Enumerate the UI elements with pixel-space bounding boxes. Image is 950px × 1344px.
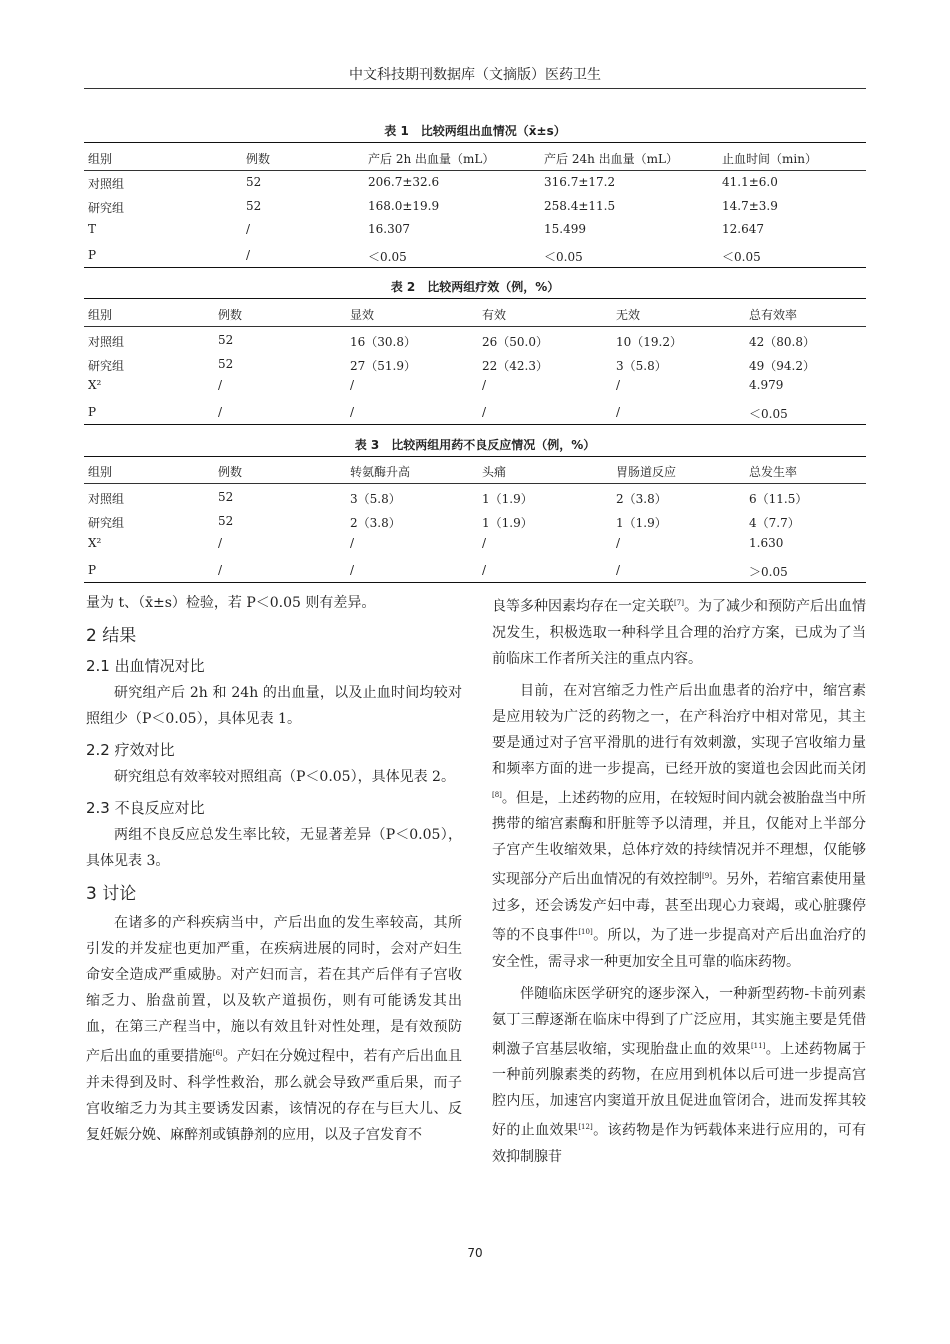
table1-cell: 168.0±19.9 xyxy=(368,199,440,213)
table1-cell: 52 xyxy=(246,175,262,189)
table3-cell: / xyxy=(616,536,621,550)
citation-12: [12] xyxy=(578,1123,593,1132)
table1-cell: 316.7±17.2 xyxy=(544,175,616,189)
citation-7: [7] xyxy=(674,599,684,607)
table3-header-cell: 头痛 xyxy=(482,465,507,479)
table3-cell: / xyxy=(482,536,487,550)
table1-cell: ＜0.05 xyxy=(544,250,583,264)
table3-cell: 52 xyxy=(218,514,234,528)
text-span: 良等多种因素均存在一定关联 xyxy=(492,598,675,615)
text-span: 。但是，上述药物的应用，在较短时间内就会被胎盘当中所携带的缩宫素酶和肝脏等予以清理，并且，仅能对上半部分子宫产生收缩效果，总体疗效的持续情况并不理想，仅能够实现部分产后出血情况的有效控制 xyxy=(492,790,866,888)
table2-cell: / xyxy=(482,378,487,392)
method-sentence: 量为 t、（x̄±s）检验，若 P＜0.05 则有差异。 xyxy=(86,595,376,611)
table2-header-cell: 例数 xyxy=(218,308,243,322)
table1-cell: 258.4±11.5 xyxy=(544,199,616,213)
paragraph-2-1: 研究组产后 2h 和 24h 的出血量，以及止血时间均较对照组少（P＜0.05），具体见表 1。 xyxy=(86,685,462,727)
text-span: 目前，在对宫缩乏力性产后出血患者的治疗中，缩宫素是应用较为广泛的药物之一，在产科治疗中相对常见，其主要是通过对子宫平滑肌的进行有效刺激，实现子宫收缩力量和频率方面的进一步提高，已经开放的窦道也会因此而关闭 xyxy=(492,682,866,777)
text-span: 。所以，为了进一步提高对产后出血治疗的安全性，需寻求一种更加安全且可靠的临床药物。 xyxy=(492,927,867,970)
text-span: 。为了减少和预防产后出血情况发生，积极选取一种科学且合理的治疗方案，已成为了当前临床工作者所关注的重点内容。 xyxy=(492,598,867,667)
table3-header-cell: 例数 xyxy=(218,465,243,479)
table1-header-cell: 组别 xyxy=(88,152,113,166)
table3-header-cell: 总发生率 xyxy=(749,465,798,479)
table1-cell: ＜0.05 xyxy=(722,250,761,264)
table2-cell: 52 xyxy=(218,357,234,371)
table3-caption: 表 3 比较两组用药不良反应情况（例，%） xyxy=(354,438,596,452)
table1-caption: 表 1 比较两组出血情况（x̄±s） xyxy=(384,124,566,138)
table2-cell: / xyxy=(218,378,223,392)
table2-top-rule xyxy=(84,298,866,299)
table3-cell: / xyxy=(218,536,223,550)
table3-cell: / xyxy=(350,536,355,550)
table3-header-cell: 转氨酶升高 xyxy=(350,465,411,479)
table3-cell: 52 xyxy=(218,490,234,504)
table2-cell: / xyxy=(482,405,487,419)
table2-cell: / xyxy=(350,378,355,392)
table1-bottom-rule xyxy=(84,267,866,268)
table3-cell: / xyxy=(616,563,621,577)
paragraph-discussion xyxy=(86,910,462,1148)
table3-cell: 1（1.9） xyxy=(482,516,533,530)
table2-cell: / xyxy=(350,405,355,419)
paragraph-2-2: 研究组总有效率较对照组高（P＜0.05），具体见表 2。 xyxy=(114,769,455,785)
table1-cell: 41.1±6.0 xyxy=(722,175,778,189)
text-span: 在诸多的产科疾病当中，产后出血的发生率较高，其所引发的并发症也更加严重，在疾病进展的同时，会对产妇生命安全造成严重威胁。对产妇而言，若在其产后伴有子宫收缩乏力、胎盘前置，以及软产道损伤，则有可能诱发其出血，在第三产程当中，施以有效且针对性处理，是有效预防产后出血的重要措施 xyxy=(86,915,462,1065)
table3-header-cell: 组别 xyxy=(88,465,113,479)
table1-cell: T xyxy=(88,222,97,236)
table3-cell: X² xyxy=(88,536,102,550)
table2-cell: 52 xyxy=(218,333,234,347)
table3-cell: 研究组 xyxy=(88,516,125,530)
table1-header-rule xyxy=(84,170,866,171)
page-number: 70 xyxy=(467,1246,483,1260)
citation-9: [9] xyxy=(702,872,712,881)
table2-cell: / xyxy=(616,378,621,392)
table3-cell: / xyxy=(350,563,355,577)
table3-cell: ＞0.05 xyxy=(749,565,788,579)
table2-cell: 27（51.9） xyxy=(350,359,416,373)
paragraph-2-3: 两组不良反应总发生率比较，无显著差异（P＜0.05），具体见表 3。 xyxy=(86,827,462,869)
table2-cell: 10（19.2） xyxy=(616,335,682,349)
table3-cell: 2（3.8） xyxy=(350,516,401,530)
paragraph-continued xyxy=(492,590,866,672)
table2-cell: 49（94.2） xyxy=(749,359,815,373)
table1-cell: ＜0.05 xyxy=(368,250,407,264)
paragraph-oxytocin xyxy=(492,678,866,975)
table3-cell: 1.630 xyxy=(749,536,784,550)
text-span: 伴随临床医学研究的逐步深入，一种新型药物-卡前列素氨丁三醇逐渐在临床中得到了广泛应用，其实施主要是凭借刺激子宫基层收缩，实现胎盘止血的效果 xyxy=(492,985,866,1058)
text-span: 。产妇在分娩过程中，若有产后出血且并未得到及时、科学性救治，那么就会导致严重后果，而子宫收缩乏力为其主要诱发因素，该情况的存在与巨大儿、反复妊娠分娩、麻醉剂或镇静剂的应用，以及子宫发育不 xyxy=(86,1048,463,1143)
table2-caption: 表 2 比较两组疗效（例，%） xyxy=(390,280,560,294)
table2-header-cell: 有效 xyxy=(482,308,507,322)
table1-cell: 16.307 xyxy=(368,222,410,236)
citation-6: [6] xyxy=(212,1049,223,1057)
paragraph-carboprost xyxy=(492,981,866,1170)
table2-cell: P xyxy=(88,405,97,419)
text-span: 。另外，若缩宫素使用量过多，还会诱发产妇中毒，甚至出现心力衰竭，或心脏骤停等的不良事件 xyxy=(492,871,867,944)
table3-cell: / xyxy=(482,563,487,577)
table2-cell: ＜0.05 xyxy=(749,407,788,421)
table3-cell: 1（1.9） xyxy=(616,516,667,530)
table1-header-cell: 产后 2h 出血量（mL） xyxy=(368,152,495,166)
table1-cell: / xyxy=(246,248,251,262)
table1-cell: 206.7±32.6 xyxy=(368,175,440,189)
table3-cell: 6（11.5） xyxy=(749,492,808,506)
table3-cell: P xyxy=(88,563,97,577)
table3-header-cell: 胃肠道反应 xyxy=(616,465,677,479)
table2-header-cell: 显效 xyxy=(350,308,375,322)
citation-10: [10] xyxy=(578,927,593,936)
table3-cell: 4（7.7） xyxy=(749,516,800,530)
subsection-heading-2-2: 2.2 疗效对比 xyxy=(86,741,175,759)
table2-cell: 3（5.8） xyxy=(616,359,667,373)
right-column xyxy=(492,590,866,1170)
table1-header-cell: 止血时间（min） xyxy=(722,152,817,166)
section-heading-discussion: 3 讨论 xyxy=(86,884,137,904)
table1-header-cell: 产后 24h 出血量（mL） xyxy=(544,152,678,166)
table2-cell: 对照组 xyxy=(88,335,125,349)
table3-cell: 1（1.9） xyxy=(482,492,533,506)
section-heading-results: 2 结果 xyxy=(86,626,137,646)
table2-bottom-rule xyxy=(84,424,866,425)
table1-cell: / xyxy=(246,222,251,236)
table2-header-cell: 总有效率 xyxy=(749,308,798,322)
text-span: 。该药物是作为钙载体来进行应用的，可有效抑制腺苷 xyxy=(492,1122,867,1165)
table2-cell: 42（80.8） xyxy=(749,335,815,349)
table3-cell: 3（5.8） xyxy=(350,492,401,506)
table3-top-rule xyxy=(84,456,866,457)
table3-cell: 2（3.8） xyxy=(616,492,667,506)
citation-11: [11] xyxy=(750,1041,766,1050)
table2-cell: X² xyxy=(88,378,102,392)
table1-cell: 14.7±3.9 xyxy=(722,199,778,213)
table1-cell: 对照组 xyxy=(88,177,125,191)
table2-header-cell: 组别 xyxy=(88,308,113,322)
running-header: 中文科技期刊数据库（文摘版）医药卫生 xyxy=(349,67,601,83)
table3-header-rule xyxy=(84,483,866,484)
table1-cell: 15.499 xyxy=(544,222,586,236)
table2-cell: 4.979 xyxy=(749,378,784,392)
table1-cell: 研究组 xyxy=(88,201,125,215)
table3-cell: / xyxy=(218,563,223,577)
table1-top-rule xyxy=(84,142,866,143)
citation-8: [8] xyxy=(492,790,502,799)
table2-cell: / xyxy=(616,405,621,419)
table3-cell: 对照组 xyxy=(88,492,125,506)
table2-cell: / xyxy=(218,405,223,419)
table1-header-cell: 例数 xyxy=(246,152,271,166)
subsection-heading-2-3: 2.3 不良反应对比 xyxy=(86,799,205,817)
table2-header-cell: 无效 xyxy=(616,308,641,322)
table1-cell: 52 xyxy=(246,199,262,213)
table2-cell: 研究组 xyxy=(88,359,125,373)
table2-header-rule xyxy=(84,326,866,327)
table1-cell: P xyxy=(88,248,97,262)
table3-bottom-rule xyxy=(84,582,866,583)
left-column xyxy=(86,590,462,1148)
table2-cell: 22（42.3） xyxy=(482,359,548,373)
table1-cell: 12.647 xyxy=(722,222,764,236)
table2-cell: 16（30.8） xyxy=(350,335,416,349)
header-rule xyxy=(84,88,866,89)
table2-cell: 26（50.0） xyxy=(482,335,548,349)
subsection-heading-2-1: 2.1 出血情况对比 xyxy=(86,657,205,675)
text-span: 。上述药物属于一种前列腺素类的药物，在应用到机体以后可进一步提高宫腔内压，加速宫内窦道开放且促进血管闭合，进而发挥其较好的止血效果 xyxy=(492,1041,867,1139)
